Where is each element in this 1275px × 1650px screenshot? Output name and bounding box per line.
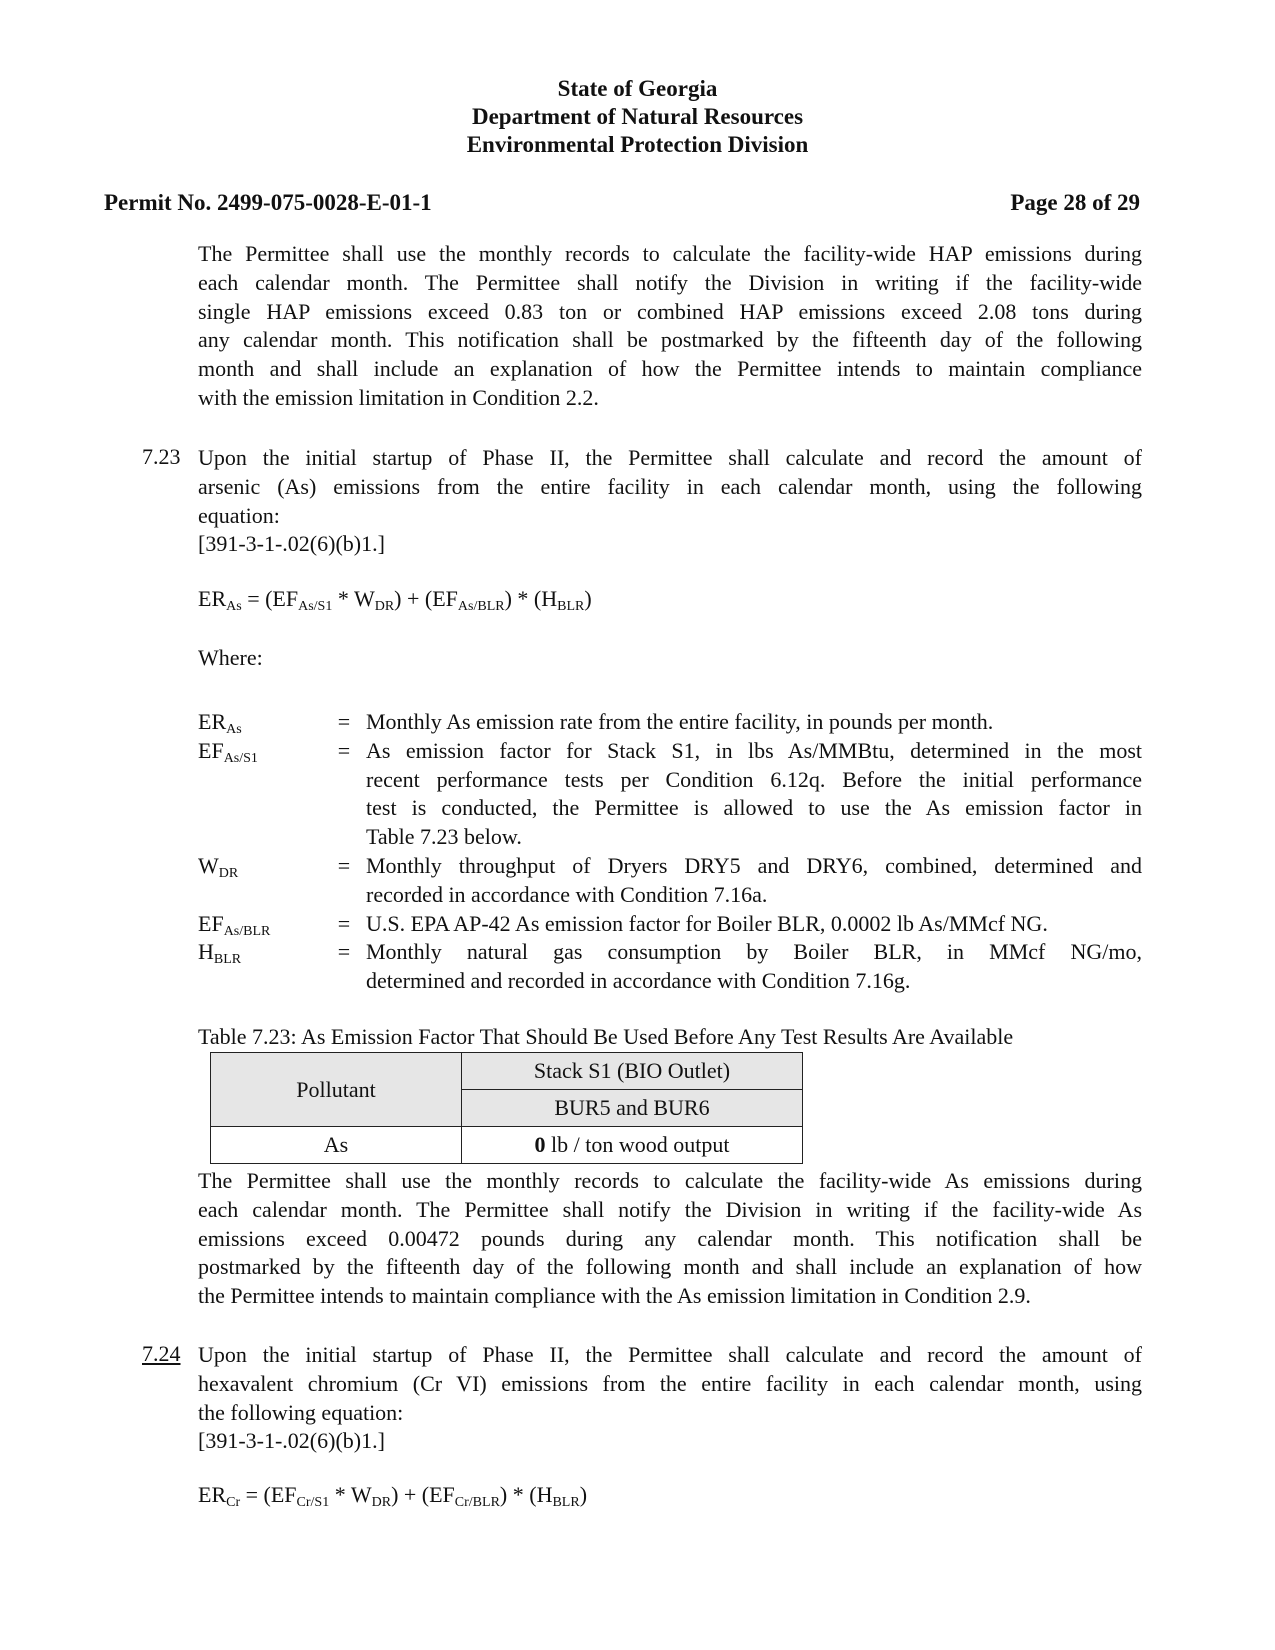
text-line: emissions exceed 0.00472 pounds during any calendar month. This notification shall be bbox=[198, 1225, 1142, 1251]
variable-definitions bbox=[198, 708, 1142, 996]
definition-er-as: $ER_{As}$ = Monthly As emission rate from the entire facility, in pounds per month. bbox=[198, 709, 994, 737]
header-stack: Stack S1 (BIO Outlet) bbox=[462, 1053, 803, 1090]
definition-ef-as-blr: $EF_{As/BLR}$ = U.S. EPA AP-42 As emission factor for Boiler BLR, 0.0002 lb As/MMcf NG. bbox=[198, 910, 1048, 939]
section-7-24-number: 7.24 bbox=[142, 1341, 181, 1366]
text-line: each calendar month. The Permittee shall notify the Division in writing if the facility-wide bbox=[198, 269, 1142, 295]
text-line: The Permittee shall use the monthly records to calculate the facility-wide As emissions during bbox=[198, 1168, 1142, 1193]
text-line: arsenic (As) emissions from the entire facility in each calendar month, using the following bbox=[198, 473, 1142, 499]
arsenic-equation: $ER_{As} = (EF_{As/S1} * W_{DR}) + (EF_{As/BLR}) * (H_{BLR})$ bbox=[198, 586, 592, 614]
definition-ef-as-s1: $EF_{As/S1}$ = As emission factor for Stack S1, in lbs As/MMBtu, determined in the most recent performance tests per Condition 6.12q. Before the initial performance test is conducted, the Permittee is allowed to use the As emission factor in Table 7.23 below. bbox=[198, 737, 1142, 850]
definition-h-blr: $H_{BLR}$ = Monthly natural gas consumption by Boiler BLR, in MMcf NG/mo, determined and recorded in accordance with Condition 7.16g. bbox=[198, 939, 1142, 994]
section-7-23-text bbox=[198, 444, 1142, 559]
text-line: postmarked by the fifteenth day of the following month and shall include an explanation of how bbox=[198, 1254, 1142, 1280]
rule-citation: [391-3-1-.02(6)(b)1.] bbox=[198, 1428, 385, 1454]
text-line: the Permittee intends to maintain compliance with the As emission limitation in Condition 2.9. bbox=[198, 1283, 1031, 1309]
permit-number: Permit No. 2499-075-0028-E-01-1 bbox=[104, 190, 432, 215]
arsenic-notification-paragraph bbox=[198, 1167, 1142, 1311]
table-caption: Table 7.23: As Emission Factor That Should Be Used Before Any Test Results Are Available bbox=[198, 1024, 1014, 1049]
header-units: BUR5 and BUR6 bbox=[462, 1090, 803, 1127]
text-line: with the emission limitation in Condition 2.2. bbox=[198, 384, 599, 410]
agency-header bbox=[0, 75, 1275, 159]
where-label: Where: bbox=[198, 645, 263, 670]
text-line: the following equation: bbox=[198, 1399, 404, 1425]
header-division: Environmental Protection Division bbox=[466, 132, 809, 157]
text-line: each calendar month. The Permittee shall notify the Division in writing if the facility-wide As bbox=[198, 1196, 1142, 1222]
definition-w-dr: $W_{DR}$ = Monthly throughput of Dryers DRY5 and DRY6, combined, determined and recorded in accordance with Condition 7.16a. bbox=[198, 852, 1142, 907]
text-line: single HAP emissions exceed 0.83 ton or combined HAP emissions exceed 2.08 tons during bbox=[198, 298, 1142, 324]
text-line: The Permittee shall use the monthly records to calculate the facility-wide HAP emissions during bbox=[198, 241, 1142, 266]
header-state: State of Georgia bbox=[557, 76, 718, 101]
emission-factor-table bbox=[210, 1052, 803, 1164]
text-line: Upon the initial startup of Phase II, the Permittee shall calculate and record the amount of bbox=[198, 1342, 1142, 1367]
header-pollutant: Pollutant bbox=[211, 1053, 462, 1127]
text-line: Upon the initial startup of Phase II, the Permittee shall calculate and record the amount of bbox=[198, 445, 1142, 470]
text-line: month and shall include an explanation of how the Permittee intends to maintain compliance bbox=[198, 356, 1142, 382]
cell-pollutant: As bbox=[211, 1127, 462, 1164]
cell-emission-factor: 0 lb / ton wood output bbox=[462, 1127, 803, 1164]
section-7-24-text bbox=[198, 1341, 1142, 1456]
chromium-equation: $ER_{Cr} = (EF_{Cr/S1} * W_{DR}) + (EF_{Cr/BLR}) * (H_{BLR})$ bbox=[198, 1482, 588, 1510]
header-department: Department of Natural Resources bbox=[471, 104, 804, 129]
text-line: equation: bbox=[198, 502, 280, 528]
page-number: Page 28 of 29 bbox=[1010, 190, 1140, 215]
text-line: any calendar month. This notification shall be postmarked by the fifteenth day of the following bbox=[198, 327, 1142, 353]
text-line: hexavalent chromium (Cr VI) emissions from the entire facility in each calendar month, using bbox=[198, 1370, 1142, 1396]
hap-notification-paragraph bbox=[198, 240, 1142, 413]
section-7-23-number: 7.23 bbox=[142, 444, 181, 469]
rule-citation: [391-3-1-.02(6)(b)1.] bbox=[198, 531, 385, 557]
